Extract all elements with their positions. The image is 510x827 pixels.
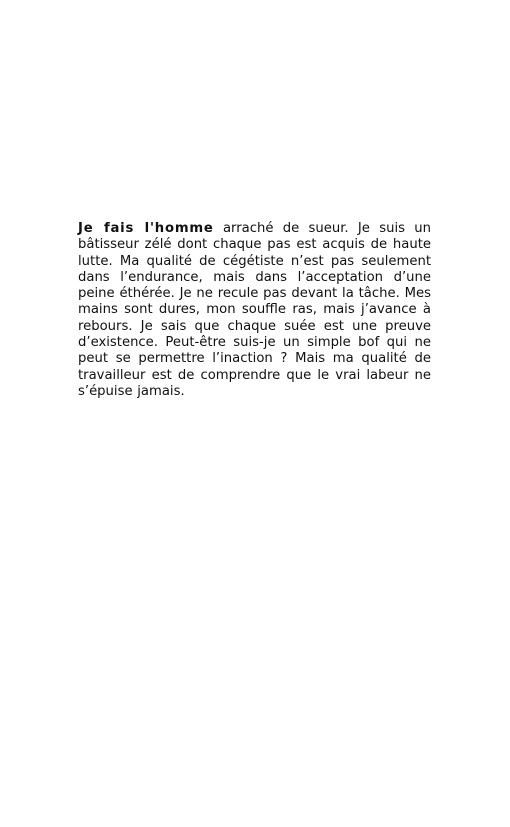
paragraph [78,221,431,400]
lead-phrase: Je fais l'homme [78,221,214,236]
paragraph-body: arraché de sueur. Je suis un bâtisseur zélé dont chaque pas est acquis de haute lutte. Ma qualité de cégétiste n’est pas seulement dans l’endurance, mais dans l’acceptation d’une peine éthérée. Je ne recule pas devant la tâche. Mes mains sont dures, mon souffle ras, mais j’avance à rebours. Je sais que chaque suée est une preuve d’existence. Peut-être suis-je un simple bof qui ne peut se permettre l’inaction ? Mais ma qualité de travailleur est de comprendre que le vrai labeur ne s’épuise jamais. [78,221,431,399]
